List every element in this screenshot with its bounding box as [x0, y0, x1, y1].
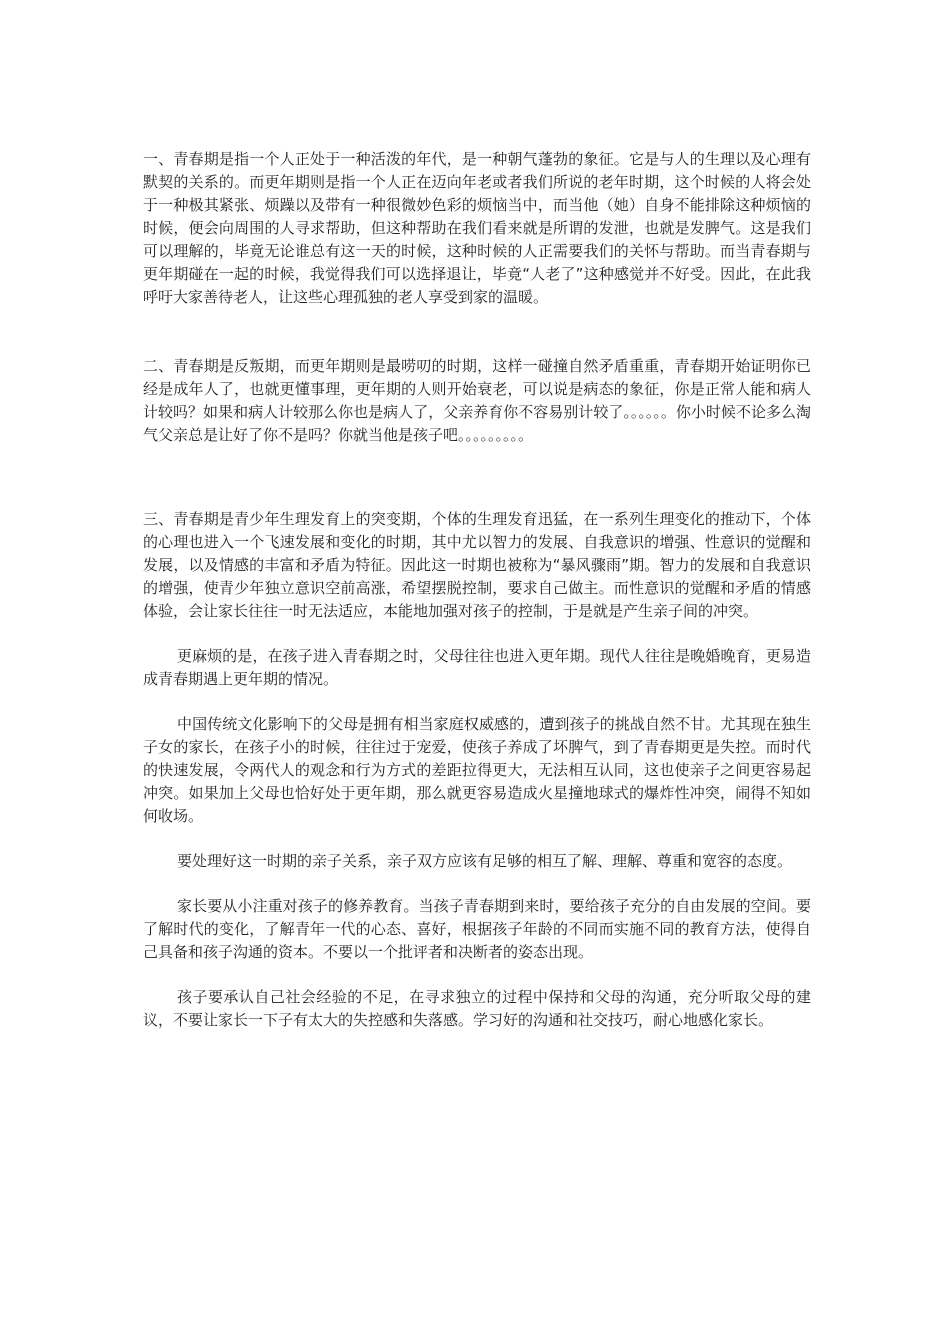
paragraph-five: 中国传统文化影响下的父母是拥有相当家庭权威感的，遭到孩子的挑战自然不甘。尤其现在独生子女的家长，在孩子小的时候，往往过于宠爱，使孩子养成了坏脾气，到了青春期更是失控。而时代的快速发展，令两代人的观念和行为方式的差距拉得更大，无法相互认同，这也使亲子之间更容易起冲突。如果加上父母也恰好处于更年期，那么就更容易造成火星撞地球式的爆炸性冲突，闹得不知如何收场。 — [143, 715, 811, 825]
paragraph-one: 一、青春期是指一个人正处于一种活泼的年代，是一种朝气蓬勃的象征。它是与人的生理以及心理有默契的关系的。而更年期则是指一个人正在迈向年老或者我们所说的老年时期，这个时候的人将会处于一种极其紧张、烦躁以及带有一种很微妙色彩的烦恼当中，而当他（她）自身不能排除这种烦恼的时候，便会向周围的人寻求帮助，但这种帮助在我们看来就是所谓的发泄，也就是发脾气。这是我们可以理解的，毕竟无论谁总有这一天的时候，这种时候的人正需要我们的关怀与帮助。而当青春期与更年期碰在一起的时候，我觉得我们可以选择退让，毕竟“人老了”这种感觉并不好受。因此，在此我呼吁大家善待老人，让这些心理孤独的老人享受到家的温暖。 — [143, 150, 811, 306]
document-body — [143, 148, 811, 1032]
paragraph-four: 更麻烦的是，在孩子进入青春期之时，父母往往也进入更年期。现代人往往是晚婚晚育，更易造成青春期遇上更年期的情况。 — [143, 647, 811, 688]
paragraph-seven: 家长要从小注重对孩子的修养教育。当孩子青春期到来时，要给孩子充分的自由发展的空间。要了解时代的变化，了解青年一代的心态、喜好，根据孩子年龄的不同而实施不同的教育方法，使得自己具备和孩子沟通的资本。不要以一个批评者和决断者的姿态出现。 — [143, 897, 811, 961]
paragraph-two: 二、青春期是反叛期，而更年期则是最唠叨的时期，这样一碰撞自然矛盾重重，青春期开始证明你已经是成年人了，也就更懂事理，更年期的人则开始衰老，可以说是病态的象征，你是正常人能和病人计较吗？如果和病人计较那么你也是病人了，父亲养育你不容易别计较了。。。。。。你小时候不论多么淘气父亲总是让好了你不是吗？你就当他是孩子吧。。。。。。。。。 — [143, 357, 811, 444]
paragraph-three: 三、青春期是青少年生理发育上的突变期，个体的生理发育迅猛，在一系列生理变化的推动下，个体的心理也进入一个飞速发展和变化的时期，其中尤以智力的发展、自我意识的增强、性意识的觉醒和发展，以及情感的丰富和矛盾为特征。因此这一时期也被称为“暴风骤雨”期。智力的发展和自我意识的增强，使青少年独立意识空前高涨，希望摆脱控制，要求自己做主。而性意识的觉醒和矛盾的情感体验，会让家长往往一时无法适应，本能地加强对孩子的控制，于是就是产生亲子间的冲突。 — [143, 510, 811, 620]
paragraph-six: 要处理好这一时期的亲子关系，亲子双方应该有足够的相互了解、理解、尊重和宽容的态度。 — [177, 852, 793, 870]
paragraph-eight: 孩子要承认自己社会经验的不足，在寻求独立的过程中保持和父母的沟通，充分听取父母的建议，不要让家长一下子有太大的失控感和失落感。学习好的沟通和社交技巧，耐心地感化家长。 — [143, 988, 811, 1029]
